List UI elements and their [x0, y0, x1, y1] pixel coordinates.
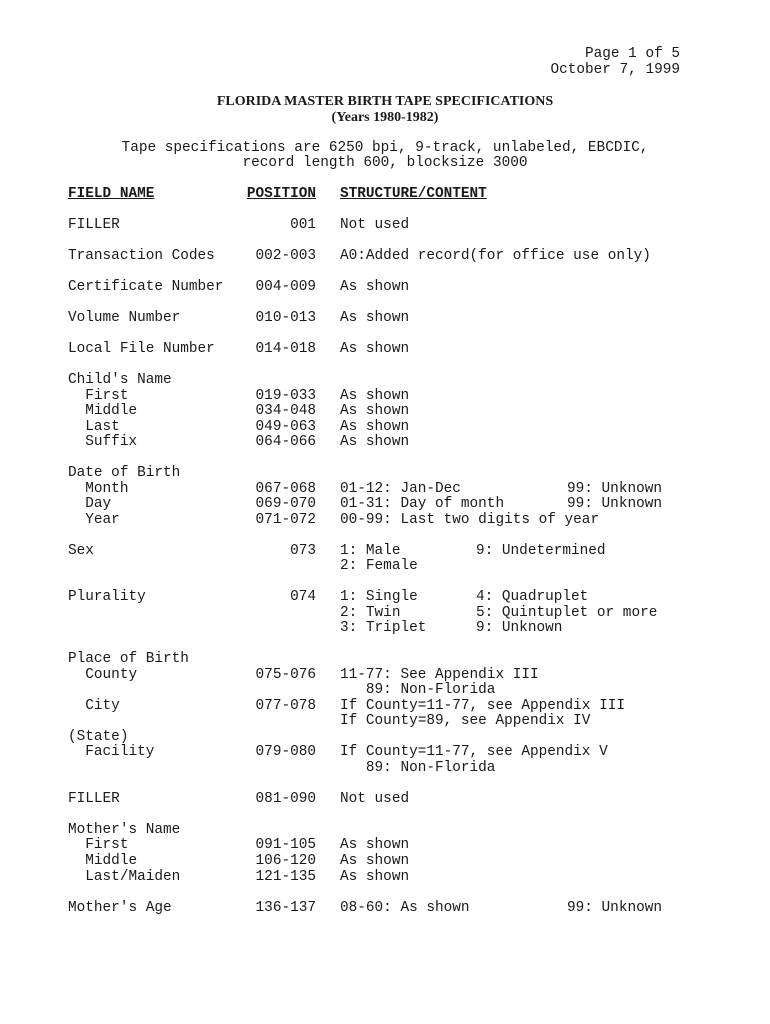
- field-position: 067-068: [255, 481, 316, 497]
- document-date: October 7, 1999: [550, 62, 680, 78]
- field-position: 001: [290, 217, 316, 233]
- field-content: 2: Female: [340, 558, 418, 574]
- field-content: As shown: [340, 419, 410, 435]
- field-content: Not used: [340, 791, 410, 807]
- field-content: 01-12: Jan-Dec: [340, 481, 461, 497]
- field-position: 014-018: [255, 341, 316, 357]
- field-content: 1: Single: [340, 589, 418, 605]
- field-content: Not used: [340, 217, 410, 233]
- field-position: 034-048: [255, 403, 316, 419]
- field-content: As shown: [340, 388, 410, 404]
- field-name: Plurality: [68, 589, 146, 605]
- field-name: Day: [68, 496, 112, 512]
- field-name: Place of Birth: [68, 651, 189, 667]
- field-position: 010-013: [255, 310, 316, 326]
- field-name: Child's Name: [68, 372, 172, 388]
- field-content: 00-99: Last two digits of year: [340, 512, 600, 528]
- field-content: 08-60: As shown: [340, 900, 470, 916]
- field-name: County: [68, 667, 138, 683]
- field-name: Certificate Number: [68, 279, 224, 295]
- column-header-field: FIELD NAME: [68, 186, 155, 202]
- page-number: Page 1 of 5: [585, 46, 680, 62]
- field-content-alt: 4: Quadruplet: [476, 589, 589, 605]
- field-position: 049-063: [255, 419, 316, 435]
- field-name: Suffix: [68, 434, 138, 450]
- field-position: 064-066: [255, 434, 316, 450]
- field-name: Last: [68, 419, 120, 435]
- field-content: 2: Twin: [340, 605, 401, 621]
- field-content-unknown: 99: Unknown: [567, 496, 662, 512]
- field-content: As shown: [340, 279, 410, 295]
- field-position: 071-072: [255, 512, 316, 528]
- field-position: 069-070: [255, 496, 316, 512]
- field-content: A0:Added record(for office use only): [340, 248, 651, 264]
- field-name: Last/Maiden: [68, 869, 181, 885]
- field-content-alt: 9: Undetermined: [476, 543, 606, 559]
- field-position: 079-080: [255, 744, 316, 760]
- field-content: As shown: [340, 310, 410, 326]
- field-name: FILLER: [68, 791, 120, 807]
- field-name: (State): [68, 729, 129, 745]
- field-position: 136-137: [255, 900, 316, 916]
- field-name: Local File Number: [68, 341, 215, 357]
- field-content-unknown: 99: Unknown: [567, 481, 662, 497]
- field-name: First: [68, 388, 129, 404]
- field-content: As shown: [340, 434, 410, 450]
- field-name: Date of Birth: [68, 465, 181, 481]
- field-content: 89: Non-Florida: [340, 760, 496, 776]
- field-content: 1: Male: [340, 543, 401, 559]
- field-name: Sex: [68, 543, 94, 559]
- field-content: If County=11-77, see Appendix III: [340, 698, 625, 714]
- field-content: 3: Triplet: [340, 620, 427, 636]
- field-position: 091-105: [255, 837, 316, 853]
- column-header-structure: STRUCTURE/CONTENT: [340, 186, 487, 202]
- field-content: As shown: [340, 853, 410, 869]
- document-years: (Years 1980-1982): [331, 110, 439, 125]
- field-position: 106-120: [255, 853, 316, 869]
- field-name: Facility: [68, 744, 155, 760]
- field-name: Middle: [68, 853, 138, 869]
- field-name: Mother's Name: [68, 822, 181, 838]
- field-content: As shown: [340, 869, 410, 885]
- field-content: As shown: [340, 403, 410, 419]
- field-content: As shown: [340, 341, 410, 357]
- column-header-position: POSITION: [246, 186, 316, 202]
- spec-line-2: record length 600, blocksize 3000: [242, 155, 528, 171]
- field-name: Volume Number: [68, 310, 181, 326]
- field-content-unknown: 99: Unknown: [567, 900, 662, 916]
- field-content: 11-77: See Appendix III: [340, 667, 539, 683]
- field-name: Year: [68, 512, 120, 528]
- field-position: 073: [290, 543, 316, 559]
- field-position: 002-003: [255, 248, 316, 264]
- field-name: First: [68, 837, 129, 853]
- field-position: 121-135: [255, 869, 316, 885]
- field-content: As shown: [340, 837, 410, 853]
- field-content: 89: Non-Florida: [340, 682, 496, 698]
- document-title: FLORIDA MASTER BIRTH TAPE SPECIFICATIONS: [216, 94, 554, 109]
- field-name: City: [68, 698, 120, 714]
- field-name: Transaction Codes: [68, 248, 215, 264]
- field-position: 019-033: [255, 388, 316, 404]
- field-content: If County=89, see Appendix IV: [340, 713, 591, 729]
- field-name: Mother's Age: [68, 900, 172, 916]
- field-position: 075-076: [255, 667, 316, 683]
- field-content-alt: 5: Quintuplet or more: [476, 605, 658, 621]
- field-position: 004-009: [255, 279, 316, 295]
- field-position: 077-078: [255, 698, 316, 714]
- field-content: 01-31: Day of month: [340, 496, 505, 512]
- field-position: 074: [290, 589, 316, 605]
- field-content: If County=11-77, see Appendix V: [340, 744, 608, 760]
- field-position: 081-090: [255, 791, 316, 807]
- field-name: Month: [68, 481, 129, 497]
- field-name: Middle: [68, 403, 138, 419]
- field-name: FILLER: [68, 217, 120, 233]
- spec-line-1: Tape specifications are 6250 bpi, 9-track, unlabeled, EBCDIC,: [121, 140, 649, 156]
- field-content-alt: 9: Unknown: [476, 620, 563, 636]
